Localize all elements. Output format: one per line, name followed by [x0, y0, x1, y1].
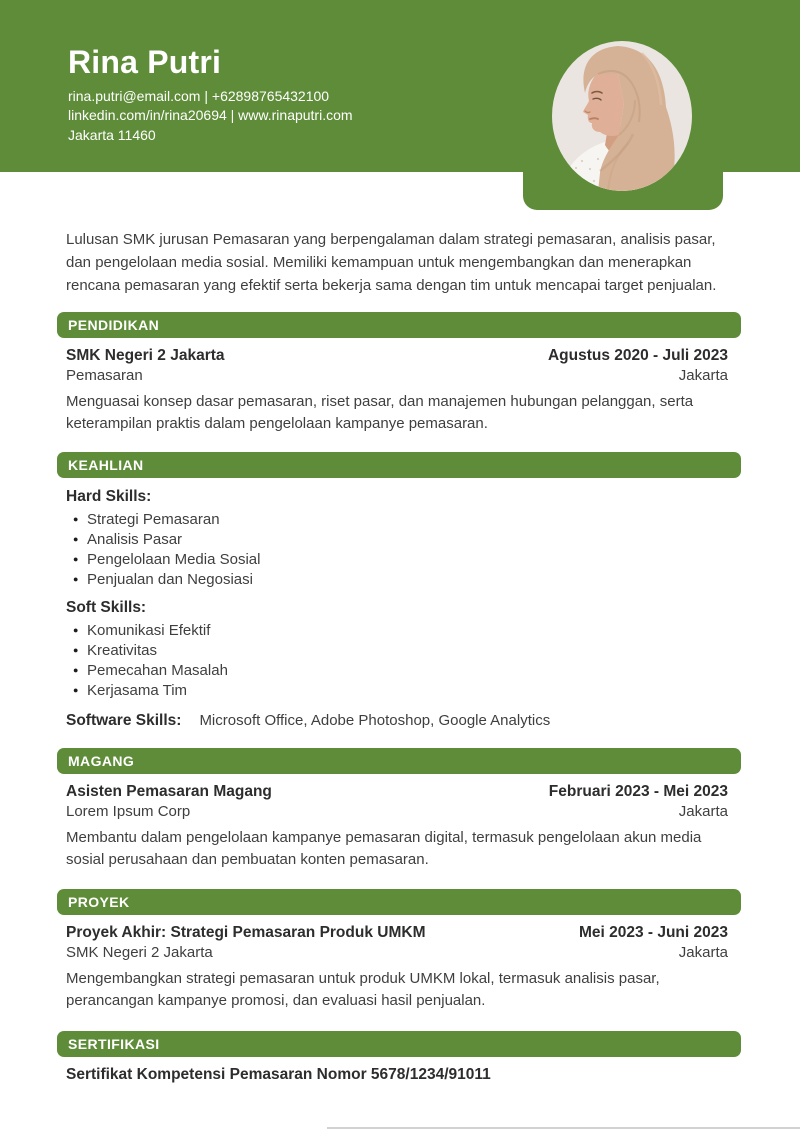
page-bottom-edge [327, 1127, 800, 1129]
candidate-name: Rina Putri [68, 44, 222, 80]
education-location: Jakarta [678, 367, 728, 384]
education-description: Menguasai konsep dasar pemasaran, riset pasar, dan manajemen hubungan pelanggan, serta keterampilan praktis dalam pengelolaan kampanye pemasaran. [66, 393, 694, 432]
list-item [57, 569, 741, 589]
skill-text: Pemecahan Masalah [87, 661, 228, 679]
list-item [57, 680, 741, 700]
soft-skills-label: Soft Skills: [66, 599, 147, 616]
section-header-keahlian [57, 452, 741, 478]
internship-entry-head [66, 782, 728, 801]
summary-paragraph: Lulusan SMK jurusan Pemasaran yang berpengalaman dalam strategi pemasaran, analisis pasar, dan pengelolaan media sosial. Memiliki kemampuan untuk mengembangkan dan menerapkan rencana pemasaran yang efektif serta bekerja sama dengan tim untuk mencapai target penjualan. [66, 231, 717, 294]
software-skills-values: Microsoft Office, Adobe Photoshop, Google Analytics [199, 712, 551, 729]
education-entry-sub [66, 366, 728, 385]
profile-photo [552, 41, 692, 191]
project-org: SMK Negeri 2 Jakarta [66, 944, 213, 961]
school-name: SMK Negeri 2 Jakarta [66, 347, 225, 364]
section-title: KEAHLIAN [68, 457, 144, 473]
hard-skills-label: Hard Skills: [66, 488, 152, 505]
skill-text: Analisis Pasar [87, 530, 183, 548]
header-identity [68, 46, 353, 145]
hard-skills-list [57, 509, 741, 589]
section-header-pendidikan [57, 312, 741, 338]
resume-body [57, 227, 741, 1084]
education-entry-head [66, 346, 728, 365]
profile-photo-illustration [552, 41, 692, 191]
skill-text: Strategi Pemasaran [87, 510, 220, 528]
list-item [57, 660, 741, 680]
internship-role: Asisten Pemasaran Magang [66, 783, 272, 800]
project-location: Jakarta [678, 944, 728, 961]
project-description: Mengembangkan strategi pemasaran untuk produk UMKM lokal, termasuk analisis pasar, perancangan kampanye promosi, dan evaluasi hasil penjualan. [66, 970, 660, 1009]
soft-skills-list [57, 620, 741, 700]
internship-company: Lorem Ipsum Corp [66, 803, 191, 820]
skill-text: Kerjasama Tim [87, 681, 188, 699]
section-title: PENDIDIKAN [68, 317, 160, 333]
internship-location: Jakarta [678, 803, 728, 820]
project-dates: Mei 2023 - Juni 2023 [578, 924, 728, 941]
internship-entry-sub [66, 802, 728, 821]
section-header-proyek [57, 889, 741, 915]
education-major: Pemasaran [66, 367, 143, 384]
contact-address: Jakarta 11460 [68, 126, 156, 143]
bullet-icon: ● [73, 685, 79, 695]
skill-text: Kreativitas [87, 641, 158, 659]
list-item [57, 509, 741, 529]
bullet-icon: ● [73, 514, 79, 524]
project-entry-head [66, 923, 728, 942]
bullet-icon: ● [73, 534, 79, 544]
certification-text: Sertifikat Kompetensi Pemasaran Nomor 5678/1234/91011 [66, 1066, 491, 1083]
section-title: MAGANG [68, 753, 135, 769]
skill-text: Penjualan dan Negosiasi [87, 570, 253, 588]
section-header-magang [57, 748, 741, 774]
list-item [57, 549, 741, 569]
project-entry-sub [66, 943, 728, 962]
bullet-icon: ● [73, 645, 79, 655]
internship-dates: Februari 2023 - Mei 2023 [548, 783, 728, 800]
education-dates: Agustus 2020 - Juli 2023 [547, 347, 728, 364]
internship-description: Membantu dalam pengelolaan kampanye pemasaran digital, termasuk pengelolaan akun media sosial perusahaan dan pembuatan konten pemasaran. [66, 829, 702, 868]
section-title: PROYEK [68, 894, 130, 910]
bullet-icon: ● [73, 554, 79, 564]
bullet-icon: ● [73, 665, 79, 675]
list-item [57, 640, 741, 660]
contact-email-phone: rina.putri@email.com | +62898765432100 [68, 87, 330, 104]
list-item [57, 620, 741, 640]
bullet-icon: ● [73, 574, 79, 584]
project-title: Proyek Akhir: Strategi Pemasaran Produk UMKM [66, 924, 426, 941]
contact-links: linkedin.com/in/rina20694 | www.rinaputri.com [68, 107, 353, 124]
list-item [57, 529, 741, 549]
software-skills-line [66, 711, 741, 730]
bullet-icon: ● [73, 625, 79, 635]
section-title: SERTIFIKASI [68, 1036, 160, 1052]
section-header-sertifikasi [57, 1031, 741, 1057]
skill-text: Komunikasi Efektif [87, 621, 211, 639]
software-skills-label: Software Skills: [66, 712, 182, 729]
skill-text: Pengelolaan Media Sosial [87, 550, 261, 568]
